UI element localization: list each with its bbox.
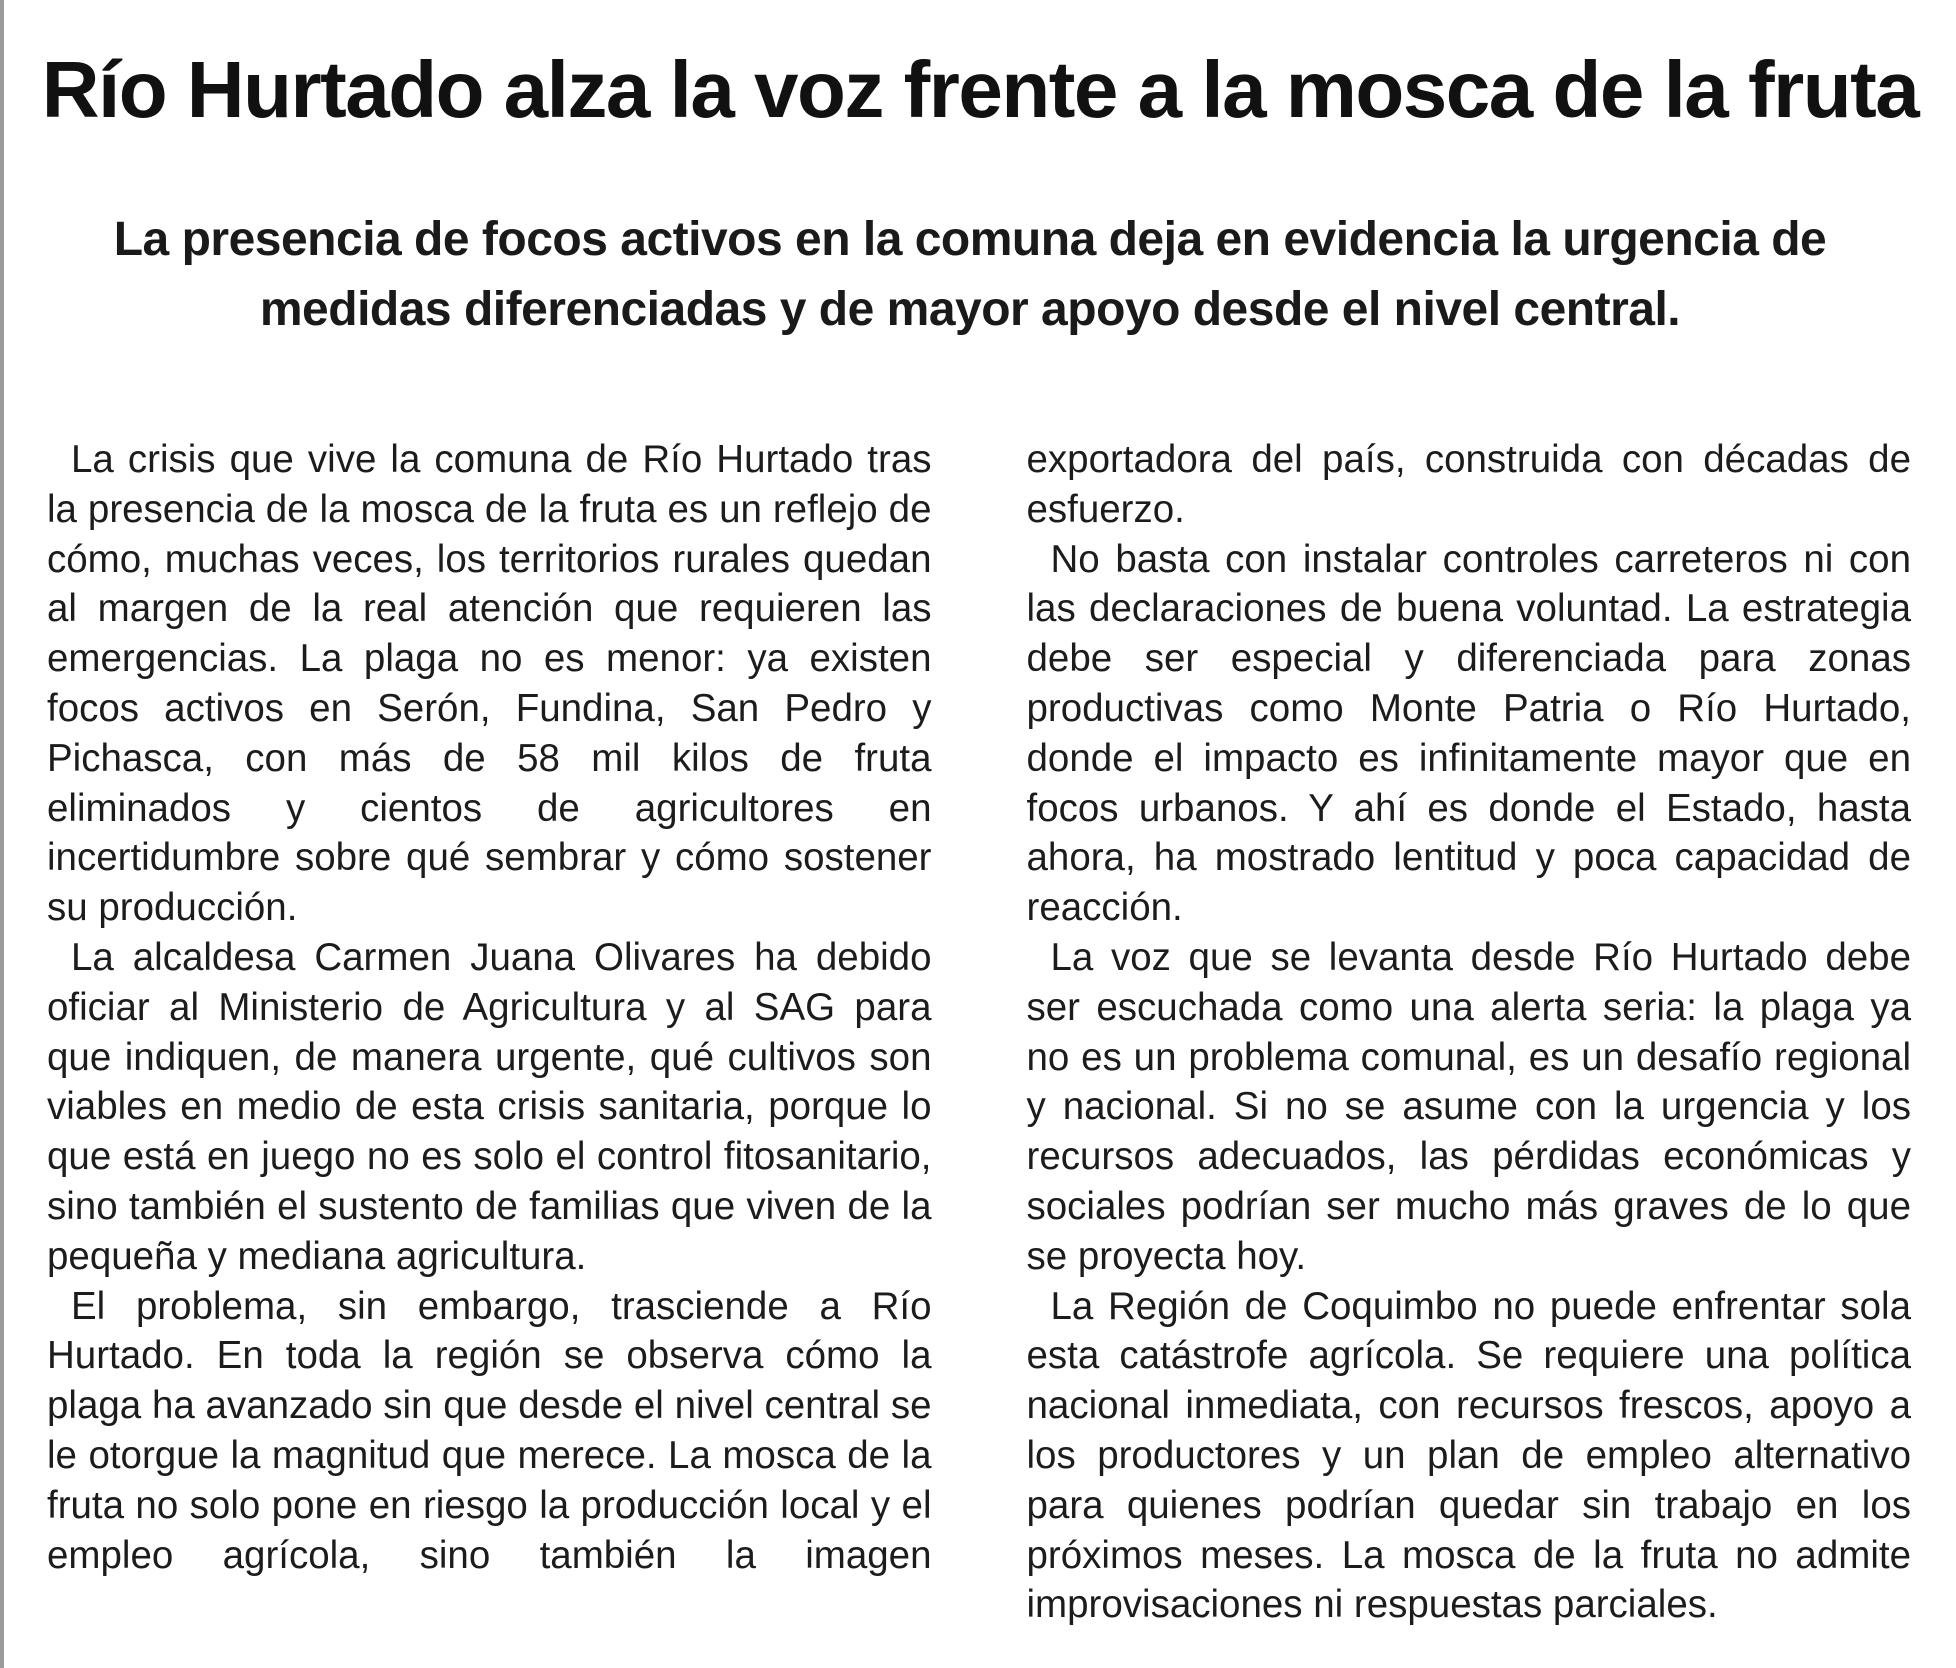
- paragraph-6: La Región de Coquimbo no puede enfrentar sola esta catástrofe agrícola. Se requiere una política nacional inmediata, con recursos frescos, apoyo a los productores y un plan de empleo alternativo para quienes podrían quedar sin trabajo en los próximos meses. La mosca de la fruta no admite improvisaciones ni respuestas parciales.: [1026, 1284, 1911, 1627]
- paragraph-3: El problema, sin embargo, trasciende a Río Hurtado. En toda la región se observa cómo la plaga ha avanzado sin que desde el nivel central se le otorgue la magnitud que merece. La mosca de la fruta no solo pone en riesgo la producción local y el empleo agrícola, sino también la imagen exportadora del país, construida con décadas de esfuerzo.: [47, 438, 1911, 1577]
- paragraph-1: La crisis que vive la comuna de Río Hurtado tras la presencia de la mosca de la fruta es un reflejo de cómo, muchas veces, los territorios rurales quedan al margen de la real atención que requieren las emergencias. La plaga no es menor: ya existen focos activos en Serón, Fundina, San Pedro y Pichasca, con más de 58 mil kilos de fruta eliminados y cientos de agricultores en incertidumbre sobre qué sembrar y cómo sostener su producción.: [47, 438, 932, 930]
- page-edge-rule: [0, 0, 4, 1668]
- headline: Río Hurtado alza la voz frente a la mosca de la fruta: [41, 45, 1919, 134]
- subheadline: La presencia de focos activos en la comuna deja en evidencia la urgencia de medidas diferenciadas y de mayor apoyo desde el nivel central.: [113, 213, 1827, 336]
- paragraph-4: No basta con instalar controles carreteros ni con las declaraciones de buena voluntad. La estrategia debe ser especial y diferenciada para zonas productivas como Monte Patria o Río Hurtado, donde el impacto es infinitamente mayor que en focos urbanos. Y ahí es donde el Estado, hasta ahora, ha mostrado lentitud y poca capacidad de reacción.: [1026, 537, 1911, 930]
- article-body: [47, 435, 1911, 1635]
- paragraph-2: La alcaldesa Carmen Juana Olivares ha debido oficiar al Ministerio de Agricultura y al SAG para que indiquen, de manera urgente, qué cultivos son viables en medio de esta crisis sanitaria, porque lo que está en juego no es solo el control fitosanitario, sino también el sustento de familias que viven de la pequeña y mediana agricultura.: [47, 935, 932, 1278]
- paragraph-5: La voz que se levanta desde Río Hurtado debe ser escuchada como una alerta seria: la plaga ya no es un problema comunal, es un desafío regional y nacional. Si no se asume con la urgencia y los recursos adecuados, las pérdidas económicas y sociales podrían ser mucho más graves de lo que se proyecta hoy.: [1026, 935, 1911, 1278]
